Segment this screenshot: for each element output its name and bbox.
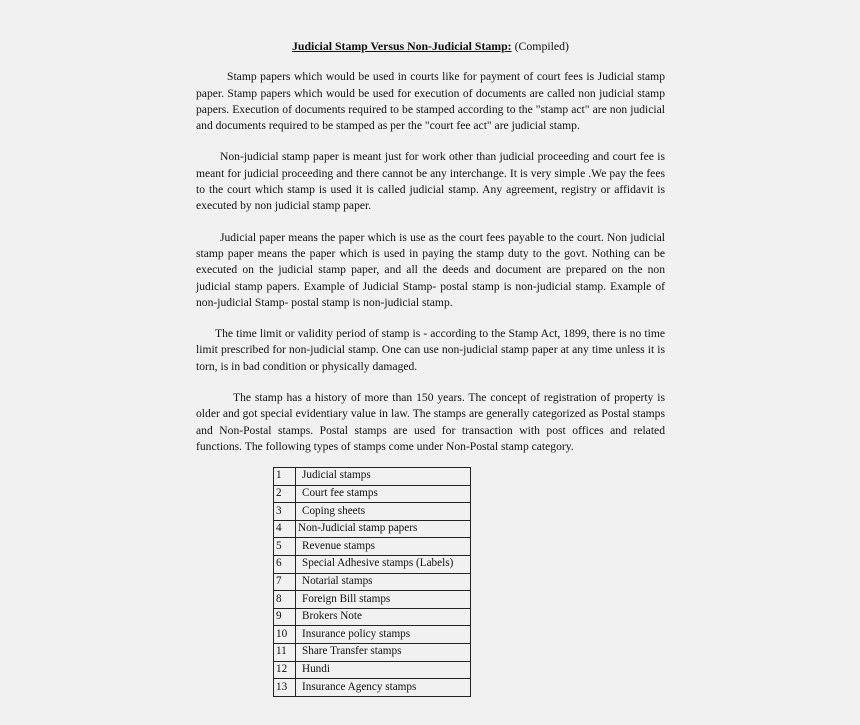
table-cell-stamp-type: Judicial stamps (296, 468, 471, 486)
table-cell-stamp-type: Insurance policy stamps (296, 626, 471, 644)
table-cell-stamp-type: Special Adhesive stamps (Labels) (296, 555, 471, 573)
table-row (274, 608, 471, 626)
document-title (196, 38, 665, 54)
paragraph-2-text: Non-judicial stamp paper is meant just for work other than judicial proceeding and court fee is meant for judicial proceeding and there cannot be any interchange. It is very simple .We pay the fees to the court which stamp is used it is called judicial stamp. Any agreement, registry or affidavit is executed by non judicial stamp paper. (196, 150, 665, 213)
table-cell-number: 9 (274, 608, 296, 626)
document-body (196, 38, 665, 455)
paragraph-2 (196, 149, 665, 214)
paragraph-5 (196, 390, 665, 455)
table-row (274, 661, 471, 679)
table-cell-stamp-type: Insurance Agency stamps (296, 679, 471, 697)
table-cell-stamp-type: Non-Judicial stamp papers (296, 520, 471, 538)
paragraph-4 (196, 326, 665, 375)
table-cell-number: 3 (274, 503, 296, 521)
table-cell-stamp-type: Revenue stamps (296, 538, 471, 556)
table-row (274, 643, 471, 661)
table-row (274, 573, 471, 591)
table-cell-number: 1 (274, 468, 296, 486)
table-row (274, 485, 471, 503)
table-row (274, 538, 471, 556)
table-cell-number: 7 (274, 573, 296, 591)
table-cell-number: 8 (274, 591, 296, 609)
paragraph-4-text: The time limit or validity period of stamp is - according to the Stamp Act, 1899, there is no time limit prescribed for non-judicial stamp. One can use non-judicial stamp paper at any time unless it is torn, is in bad condition or physically damaged. (196, 327, 665, 373)
table-row (274, 679, 471, 697)
table-cell-stamp-type: Notarial stamps (296, 573, 471, 591)
paragraph-5-text: The stamp has a history of more than 150 years. The concept of registration of property is older and got special evidentiary value in law. The stamps are generally categorized as Postal stamps and Non-Postal stamps. Postal stamps are used for transaction with post offices and related functions. The following types of stamps come under Non-Postal stamp category. (196, 391, 665, 453)
paragraph-3 (196, 230, 665, 311)
paragraph-1-text: Stamp papers which would be used in courts like for payment of court fees is Judicial stamp paper. Stamp papers which would be used for execution of documents are called non judicial stamp papers. Execution of documents required to be stamped according to the "stamp act" are non judicial and documents required to be stamped as per the "court fee act" are judicial stamp. (196, 70, 665, 133)
table-row (274, 468, 471, 486)
document-title-suffix: (Compiled) (511, 39, 569, 53)
table-cell-stamp-type: Share Transfer stamps (296, 643, 471, 661)
table-cell-stamp-type: Coping sheets (296, 503, 471, 521)
paragraph-3-text: Judicial paper means the paper which is use as the court fees payable to the court. Non judicial stamp paper means the paper which is used in paying the stamp duty to the govt. Nothing can be executed on the judicial stamp paper, and all the deeds and document are prepared on the non judicial stamp papers. Example of Judicial Stamp- postal stamp is non-judicial stamp. Example of non-judicial Stamp- postal stamp is non-judicial stamp. (196, 230, 665, 309)
document-title-main: Judicial Stamp Versus Non-Judicial Stamp: (292, 39, 512, 53)
table-cell-number: 10 (274, 626, 296, 644)
paragraph-1 (196, 69, 665, 134)
table-row (274, 626, 471, 644)
table-cell-number: 13 (274, 679, 296, 697)
table-cell-number: 11 (274, 643, 296, 661)
table-cell-number: 2 (274, 485, 296, 503)
table-row (274, 591, 471, 609)
table-cell-number: 5 (274, 538, 296, 556)
table-cell-stamp-type: Hundi (296, 661, 471, 679)
table-row (274, 520, 471, 538)
table-cell-stamp-type: Brokers Note (296, 608, 471, 626)
table-cell-stamp-type: Court fee stamps (296, 485, 471, 503)
table-cell-number: 12 (274, 661, 296, 679)
table-cell-number: 6 (274, 555, 296, 573)
table-row (274, 503, 471, 521)
table-row (274, 555, 471, 573)
table-cell-stamp-type: Foreign Bill stamps (296, 591, 471, 609)
table-cell-number: 4 (274, 520, 296, 538)
stamp-types-table (273, 467, 471, 697)
